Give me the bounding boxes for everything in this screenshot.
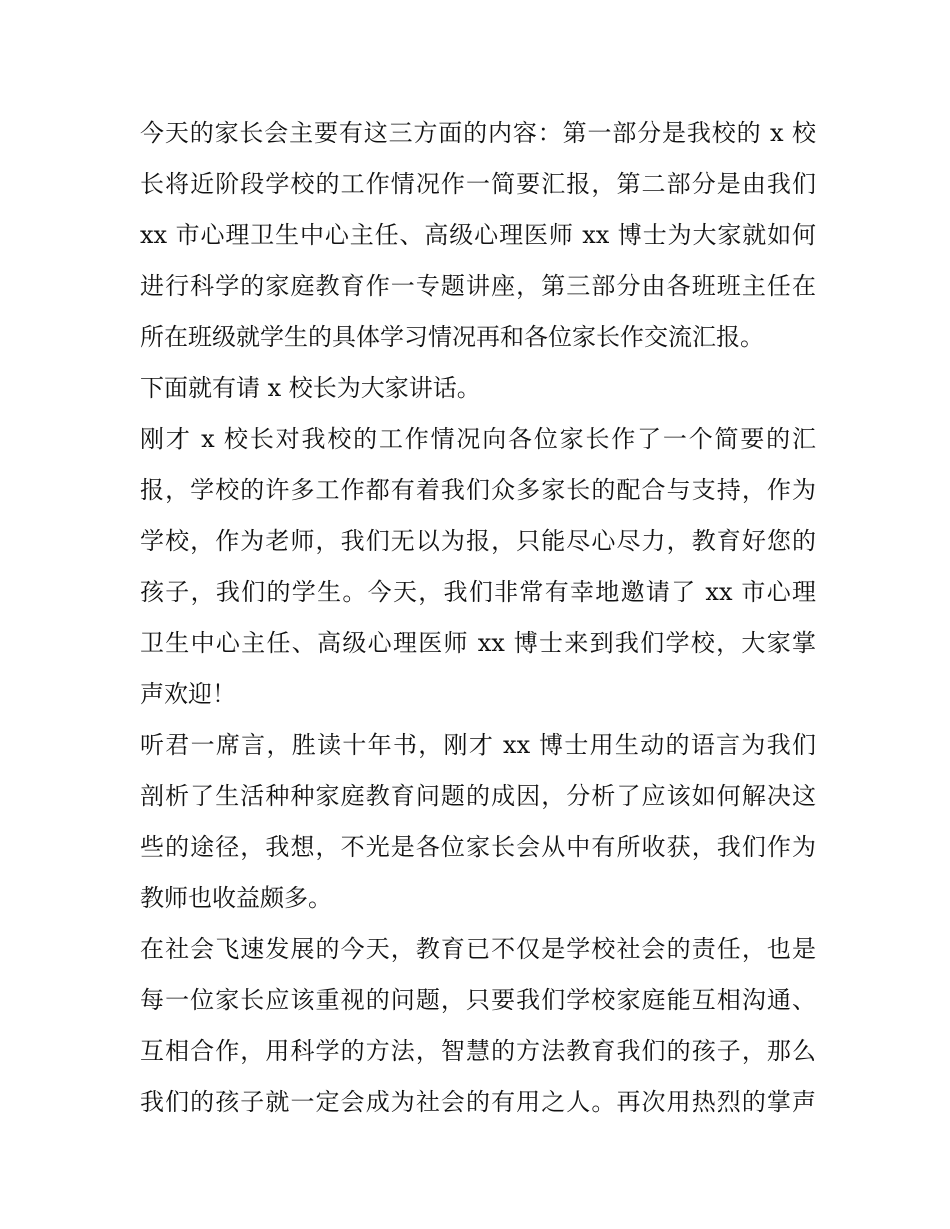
text-line: 孩子，我们的学生。今天，我们非常有幸地邀请了 xx 市心理 [140,578,816,606]
text-line: 在社会飞速发展的今天，教育已不仅是学校社会的责任，也是 [140,935,816,963]
text-line: 剖析了生活种种家庭教育问题的成因，分析了应该如何解决这 [140,782,816,810]
text-line: 卫生中心主任、高级心理医师 xx 博士来到我们学校，大家掌 [140,629,816,657]
text-line: 我们的孩子就一定会成为社会的有用之人。再次用热烈的掌声 [140,1088,816,1116]
text-line: 学校，作为老师，我们无以为报，只能尽心尽力，教育好您的 [140,527,816,555]
text-line: 声欢迎！ [140,680,236,708]
document-body [140,108,816,1128]
text-line: 刚才 x 校长对我校的工作情况向各位家长作了一个简要的汇 [140,425,816,453]
text-line: 听君一席言，胜读十年书，刚才 xx 博士用生动的语言为我们 [140,731,816,759]
text-line: 进行科学的家庭教育作一专题讲座，第三部分由各班班主任在 [140,272,816,300]
text-line: 下面就有请 x 校长为大家讲话。 [140,374,481,402]
text-line: 些的途径，我想，不光是各位家长会从中有所收获，我们作为 [140,833,816,861]
text-line: 每一位家长应该重视的问题，只要我们学校家庭能互相沟通、 [140,986,816,1014]
text-line: 教师也收益颇多。 [140,884,332,912]
text-line: 报，学校的许多工作都有着我们众多家长的配合与支持，作为 [140,476,816,504]
text-line: xx 市心理卫生中心主任、高级心理医师 xx 博士为大家就如何 [140,221,816,249]
text-line: 互相合作，用科学的方法，智慧的方法教育我们的孩子，那么 [140,1037,816,1065]
text-line: 今天的家长会主要有这三方面的内容：第一部分是我校的 x 校 [140,119,816,147]
text-line: 所在班级就学生的具体学习情况再和各位家长作交流汇报。 [140,323,764,351]
text-line: 长将近阶段学校的工作情况作一简要汇报，第二部分是由我们 [140,170,816,198]
